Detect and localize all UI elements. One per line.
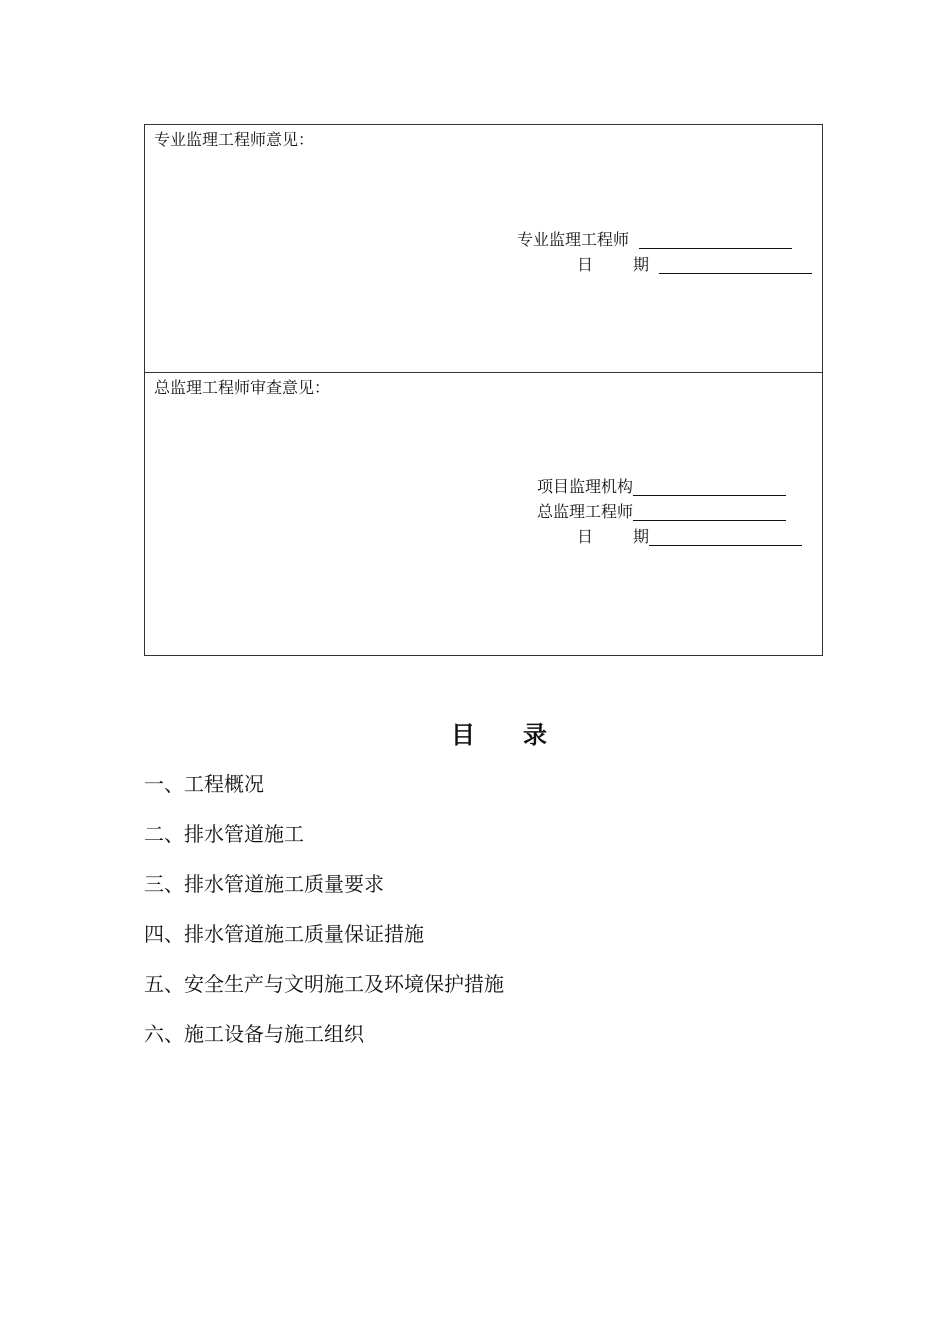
chief-date-line[interactable] bbox=[649, 526, 802, 546]
specialist-engineer-label: 专业监理工程师 bbox=[517, 230, 630, 249]
toc-item[interactable]: 三、排水管道施工质量要求 bbox=[144, 872, 384, 896]
toc-title-char: 目 bbox=[451, 720, 475, 749]
specialist-engineer-section bbox=[145, 125, 822, 373]
date-char: 期 bbox=[633, 527, 650, 546]
date-char: 期 bbox=[633, 255, 650, 274]
chief-date-label bbox=[577, 526, 649, 548]
toc-item[interactable]: 四、排水管道施工质量保证措施 bbox=[144, 922, 424, 946]
supervision-org-row bbox=[537, 476, 786, 498]
chief-date-row bbox=[577, 526, 802, 548]
supervision-org-label: 项目监理机构 bbox=[537, 477, 634, 496]
specialist-date-line[interactable] bbox=[659, 254, 812, 274]
date-char: 日 bbox=[577, 255, 594, 274]
toc-item[interactable]: 一、工程概况 bbox=[144, 772, 264, 796]
toc-title bbox=[24, 719, 950, 751]
chief-engineer-label: 总监理工程师 bbox=[537, 502, 634, 521]
supervision-org-line[interactable] bbox=[633, 476, 786, 496]
toc-item[interactable]: 六、施工设备与施工组织 bbox=[144, 1022, 364, 1046]
toc-item[interactable]: 二、排水管道施工 bbox=[144, 822, 304, 846]
review-opinion-table bbox=[144, 124, 823, 656]
table-of-contents bbox=[144, 768, 504, 1068]
chief-engineer-row bbox=[537, 501, 786, 523]
specialist-date-label bbox=[577, 254, 649, 276]
specialist-engineer-signature-line[interactable] bbox=[639, 229, 792, 249]
toc-item[interactable]: 五、安全生产与文明施工及环境保护措施 bbox=[144, 972, 504, 996]
specialist-date-row bbox=[577, 254, 812, 276]
toc-title-char: 录 bbox=[523, 720, 547, 749]
specialist-engineer-signature-row bbox=[517, 229, 792, 251]
chief-engineer-line[interactable] bbox=[633, 501, 786, 521]
date-char: 日 bbox=[577, 527, 594, 546]
chief-review-heading: 总监理工程师审查意见： bbox=[154, 378, 331, 397]
specialist-opinion-heading: 专业监理工程师意见： bbox=[154, 130, 315, 149]
chief-engineer-section bbox=[145, 373, 822, 656]
